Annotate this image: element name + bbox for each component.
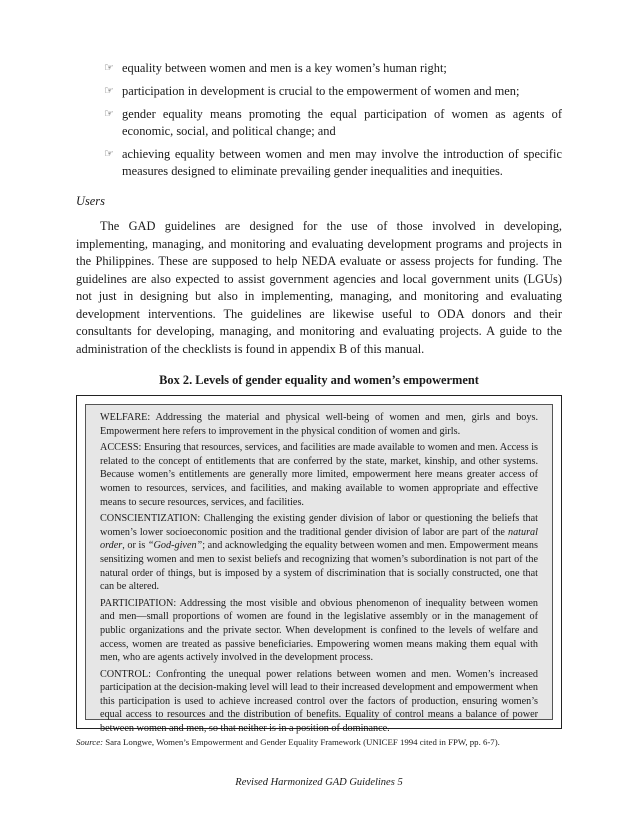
god-given-emphasis: “God-given” [147, 540, 203, 552]
users-paragraph: The GAD guidelines are designed for the use of those involved in developing, implementing, managing, and monitoring and evaluating development programs and projects in the Philippines. These are supposed to help NEDA evaluate or assess projects for funding. The guidelines are also expected to assist government agencies and local government units (LGUs) not just in designing but also in implementing, managing, and monitoring and evaluating development interventions. The guidelines are likewise useful to ODA donors and their consultants for developing, managing, and monitoring and evaluating projects. A guide to the administration of the checklists is found in appendix B of this manual. [76, 219, 562, 356]
bullet-item [104, 83, 562, 100]
bullet-text: equality between women and men is a key women’s human right; [122, 61, 447, 75]
box-title: Box 2. Levels of gender equality and women’s empowerment [159, 373, 479, 387]
level-conscientization-text-2: , or is [122, 540, 148, 552]
footer-title: Revised Harmonized GAD Guidelines [235, 777, 395, 788]
source-label: Source: [76, 737, 104, 747]
level-participation: PARTICIPATION: Addressing the most visible and obvious phenomenon of inequality between women and men—small proportions of women are found in the legislative assembly or in the management of public organizations and the private sector. When development is confined to the levels of welfare and access, women are treated as passive beneficiaries. Empowering women means making them equal with men, who are agents actively involved in the development process. [100, 597, 538, 664]
source-text: Sara Longwe, Women’s Empowerment and Gender Equality Framework (UNICEF 1994 cited in FPW, pp. 6-7). [103, 737, 500, 747]
bullet-text: gender equality means promoting the equal participation of women as agents of economic, social, and political change; and [122, 107, 562, 138]
hand-pointing-icon: ☞ [104, 108, 114, 120]
level-conscientization-text-3: ; and acknowledging the equality between women and men. Empowerment means sensitizing women and men to sexist beliefs and recognizing that women’s subordination is not part of the natural order of things, but is imposed by a system of discrimination that is socially constructed, one that can be altered. [100, 540, 538, 593]
level-control: CONTROL: Confronting the unequal power relations between women and men. Women’s increased participation at the decision-making level will lead to their increased development and empowerment when this participation is used to achieve increased control over the factors of production, ensuring women’s equal access to resources and the distribution of benefits. Equality of control means a balance of power between women and men, so that neither is in a position of dominance. [100, 668, 538, 735]
bullet-item [104, 106, 562, 140]
bullet-list [104, 60, 562, 186]
source-citation [76, 736, 562, 748]
bullet-item [104, 60, 562, 77]
bullet-text: achieving equality between women and men may involve the introduction of specific measures designed to eliminate prevailing gender inequalities and inequities. [122, 147, 562, 178]
level-conscientization [100, 512, 538, 594]
hand-pointing-icon: ☞ [104, 148, 114, 160]
empowerment-box [76, 395, 562, 735]
empowerment-box-content [85, 404, 553, 735]
level-access: ACCESS: Ensuring that resources, services, and facilities are made available to women and men. Access is related to the concept of entitlements that are conferred by the state, market, kinship, and other systems. Because women’s entitlements are generally more limited, empowerment here means greater access of women to resources, services, and facilities, and making available to women appropriate and effective means to secure resources, services, and facilities. [100, 442, 538, 508]
hand-pointing-icon: ☞ [104, 85, 114, 97]
bullet-text: participation in development is crucial to the empowerment of women and men; [122, 84, 520, 98]
page-number: 5 [397, 777, 403, 788]
page-footer [0, 777, 638, 788]
hand-pointing-icon: ☞ [104, 62, 114, 74]
level-conscientization-text-1: CONSCIENTIZATION: Challenging the existing gender division of labor or questioning the beliefs that women’s lower socioeconomic position and the traditional gender division of labor are part of the [100, 513, 538, 538]
users-heading: Users [76, 194, 105, 208]
bullet-item [104, 146, 562, 180]
natural-order-emphasis: natural order [100, 526, 538, 552]
level-welfare: WELFARE: Addressing the material and physical well-being of women and men, girls and boys. Empowerment here refers to improvement in the physical condition of women and girls. [100, 412, 538, 437]
